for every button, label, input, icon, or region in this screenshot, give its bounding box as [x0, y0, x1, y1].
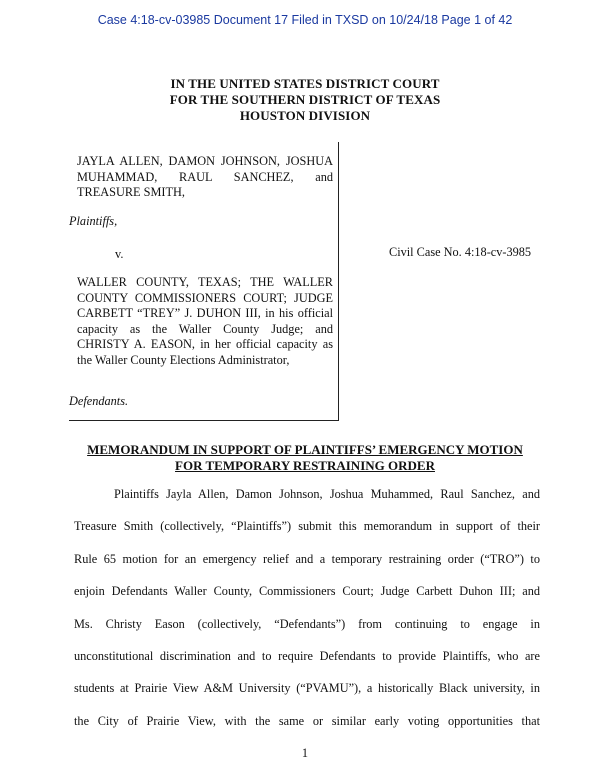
body-line: unconstitutional discrimination and to require Defendants to provide Plaintiffs, who are [74, 648, 540, 663]
body-line: Ms. Christy Eason (collectively, “Defendants”) from continuing to engage in [74, 616, 540, 631]
plaintiffs-names: JAYLA ALLEN, DAMON JOHNSON, JOSHUA MUHAMMAD, RAUL SANCHEZ, and TREASURE SMITH, [77, 154, 333, 199]
body-line: enjoin Defendants Waller County, Commissioners Court; Judge Carbett Duhon III; and [74, 584, 540, 599]
filing-stamp: Case 4:18-cv-03985 Document 17 Filed in TXSD on 10/24/18 Page 1 of 42 [97, 13, 513, 27]
memorandum-title [0, 442, 610, 474]
case-number: Civil Case No. 4:18-cv-3985 [389, 245, 532, 259]
defendants-label: Defendants. [69, 394, 129, 408]
body-line: students at Prairie View A&M University (“PVAMU”), a historically Black university, in [74, 681, 540, 696]
case-caption [69, 142, 339, 421]
page-number: 1 [301, 746, 309, 760]
body-paragraph [74, 487, 540, 746]
defendants-names: WALLER COUNTY, TEXAS; THE WALLER COUNTY COMMISSIONERS COURT; JUDGE CARBETT “TREY” J. DUHON III, in his official capacity as the Waller County Judge; and CHRISTY A. EASON, in her official capacity as the Waller County Elections Administrator, [77, 275, 333, 367]
court-heading [0, 76, 610, 124]
body-line: Plaintiffs Jayla Allen, Damon Johnson, Joshua Muhammed, Raul Sanchez, and [114, 487, 540, 501]
body-line: Rule 65 motion for an emergency relief and a temporary restraining order (“TRO”) to [74, 551, 540, 566]
versus: v. [115, 247, 124, 261]
body-line: the City of Prairie View, with the same or similar early voting opportunities that [74, 713, 540, 728]
body-line: Treasure Smith (collectively, “Plaintiffs”) submit this memorandum in support of their [74, 519, 540, 534]
court-heading-line: HOUSTON DIVISION [239, 108, 371, 123]
memorandum-title-line: FOR TEMPORARY RESTRAINING ORDER [175, 458, 435, 473]
plaintiffs-label: Plaintiffs, [69, 214, 118, 228]
court-heading-line: IN THE UNITED STATES DISTRICT COURT [170, 76, 440, 91]
court-heading-line: FOR THE SOUTHERN DISTRICT OF TEXAS [169, 92, 441, 107]
memorandum-title-line: MEMORANDUM IN SUPPORT OF PLAINTIFFS’ EMERGENCY MOTION [87, 442, 523, 457]
